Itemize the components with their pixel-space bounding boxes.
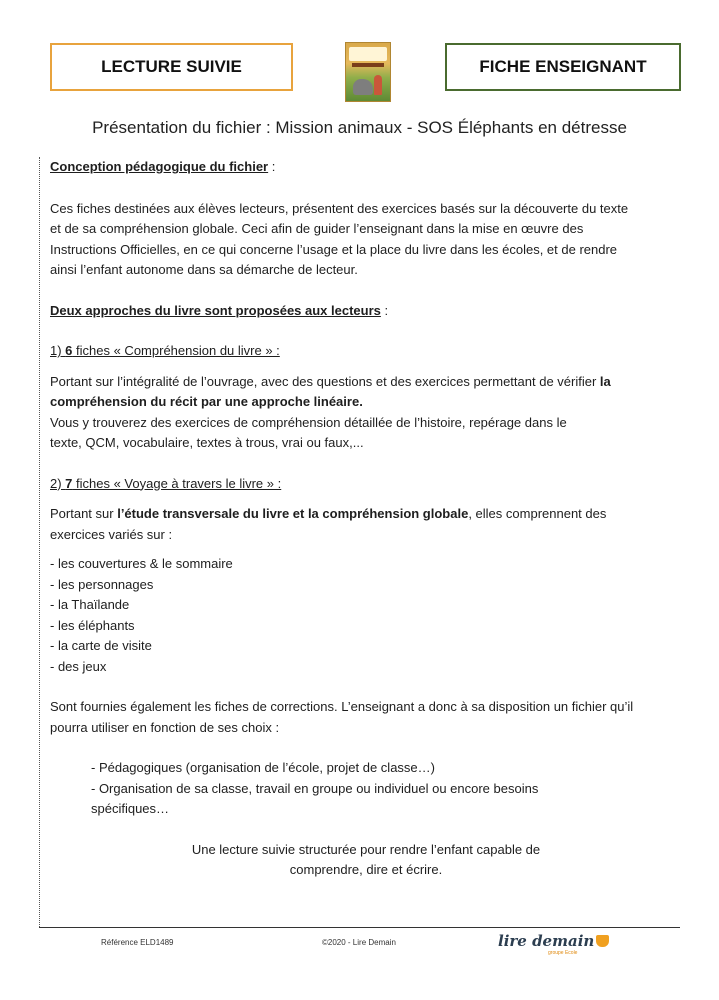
conclusion-line-2: comprendre, dire et écrire.	[289, 862, 443, 877]
corrections-line-1: Sont fournies également les fiches de corrections. L’enseignant a donc à sa disposition un fichier qu’il	[50, 699, 634, 714]
fiche-enseignant-label: FICHE ENSEIGNANT	[479, 57, 647, 76]
list-item: - les éléphants	[50, 617, 135, 633]
conception-line-1: Ces fiches destinées aux élèves lecteurs, présentent des exercices basés sur la découverte du texte	[50, 200, 629, 216]
child-figure	[374, 75, 382, 95]
list-item: - les couvertures & le sommaire	[50, 556, 233, 571]
part2-heading: 2) 7 fiches « Voyage à travers le livre » :	[50, 475, 282, 491]
list-item: - des jeux	[50, 658, 107, 674]
book-cover-image	[345, 42, 391, 102]
part1-line-4: texte, QCM, vocabulaire, textes à trous, vrai ou faux,...	[50, 435, 364, 450]
part1-line-1: Portant sur l’intégralité de l’ouvrage, avec des questions et des exercices permettant de vérifier la	[50, 373, 611, 389]
logo-subtitle: groupe Ecole	[548, 950, 578, 956]
part2-count: 7	[65, 475, 73, 491]
conception-line-4: ainsi l’enfant autonome dans sa démarche de lecteur.	[50, 262, 358, 277]
part2-line-2: exercices variés sur :	[50, 526, 173, 542]
approaches-heading: Deux approches du livre sont proposées aux lecteurs	[50, 302, 381, 318]
part2-line-1: Portant sur l’étude transversale du livre et la compréhension globale, elles comprennent des	[50, 506, 607, 521]
cover-subtitle-band	[352, 63, 384, 67]
approaches-heading-line: Deux approches du livre sont proposées aux lecteurs :	[50, 302, 389, 318]
footer-rule	[39, 927, 680, 928]
document-title: Présentation du fichier : Mission animaux - SOS Éléphants en détresse	[92, 118, 627, 137]
footer-copyright: ©2020 - Lire Demain	[322, 938, 396, 947]
part1-line-2: compréhension du récit par une approche linéaire.	[50, 394, 363, 409]
corrections-item: - Organisation de sa classe, travail en groupe ou individuel ou encore besoins	[91, 780, 539, 796]
conception-heading-line: Conception pédagogique du fichier :	[50, 159, 276, 174]
logo-text: lire demain	[498, 932, 595, 950]
conclusion-line-1: Une lecture suivie structurée pour rendre l’enfant capable de	[191, 841, 541, 857]
book-icon	[596, 935, 609, 947]
left-margin-rule	[39, 157, 40, 927]
corrections-line-2: pourra utiliser en fonction de ses choix :	[50, 719, 280, 735]
conception-heading: Conception pédagogique du fichier	[50, 159, 269, 174]
cover-title-band	[349, 47, 387, 61]
corrections-item: - Pédagogiques (organisation de l’école, projet de classe…)	[91, 760, 435, 775]
corrections-item: spécifiques…	[91, 801, 170, 816]
footer-reference: Référence ELD1489	[101, 938, 174, 947]
lecture-suivie-box	[50, 43, 293, 91]
conception-line-2: et de sa compréhension globale. Ceci afin de guider l’enseignant dans la mise en œuvre des	[50, 221, 584, 236]
elephant-figure	[353, 79, 373, 95]
part1-line-3: Vous y trouverez des exercices de compréhension détaillée de l’histoire, repérage dans le	[50, 414, 567, 430]
part1-heading: 1) 6 fiches « Compréhension du livre » :	[50, 343, 280, 358]
lire-demain-logo	[498, 932, 609, 956]
list-item: - la carte de visite	[50, 638, 152, 653]
lecture-suivie-label: LECTURE SUIVIE	[101, 57, 242, 76]
part1-count: 6	[65, 343, 73, 358]
document-body	[50, 157, 682, 881]
fiche-enseignant-box	[445, 43, 681, 91]
list-item: - la Thaïlande	[50, 597, 130, 612]
conception-line-3: Instructions Officielles, en ce qui concerne l’usage et la place du livre dans les écoles, et de rendre	[50, 241, 618, 257]
list-item: - les personnages	[50, 576, 154, 592]
